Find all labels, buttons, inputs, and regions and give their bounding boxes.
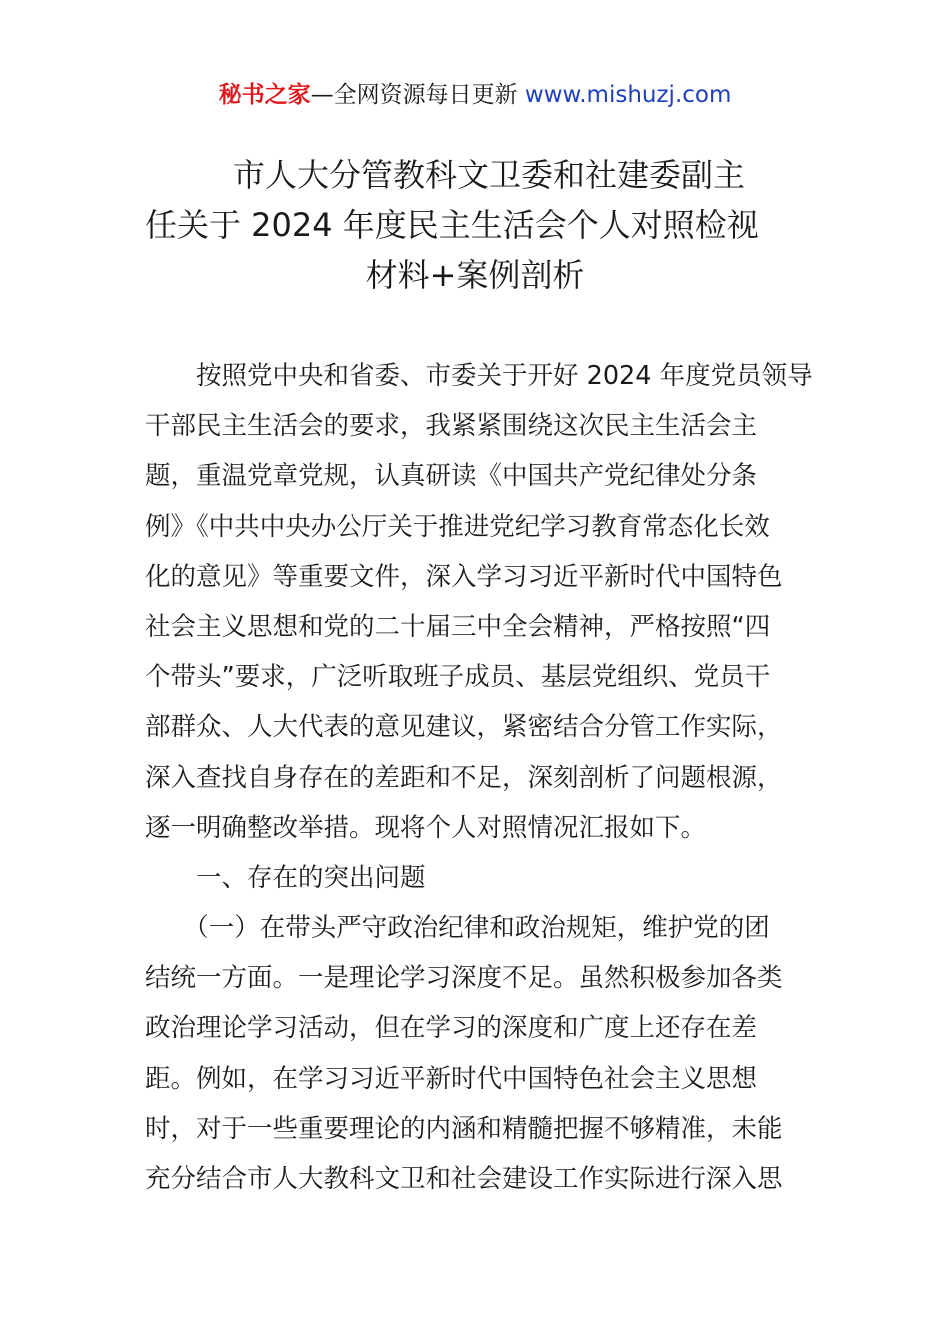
body-line: 结统一方面。一是理论学习深度不足。虽然积极参加各类 <box>145 963 783 994</box>
title-line-3: 材料+案例剖析 <box>365 256 585 294</box>
body-line: 距。例如，在学习习近平新时代中国特色社会主义思想 <box>145 1063 758 1094</box>
body-line: 化的意见》等重要文件，深入学习习近平新时代中国特色 <box>145 561 783 592</box>
body-line: 政治理论学习活动，但在学习的深度和广度上还存在差 <box>145 1013 758 1044</box>
body-line: （一）在带头严守政治纪律和政治规矩，维护党的团 <box>145 913 770 944</box>
body-line: 题，重温党章党规，认真研读《中国共产党纪律处分条 <box>145 461 758 492</box>
body-line: 个带头”要求，广泛听取班子成员、基层党组织、党员干 <box>145 662 771 693</box>
site-brand: 秘书之家 <box>218 82 311 108</box>
site-url-link[interactable]: www.mishuzj.com <box>524 82 732 108</box>
body-line: 逐一明确整改举措。现将个人对照情况汇报如下。 <box>145 812 707 843</box>
body-line: 例》《中共中央办公厅关于推进党纪学习教育常态化长效 <box>145 511 770 542</box>
body-line: 社会主义思想和党的二十届三中全会精神，严格按照“四 <box>145 611 771 642</box>
body-line: 时，对于一些重要理论的内涵和精髓把握不够精准，未能 <box>145 1113 783 1144</box>
document-title <box>145 150 805 300</box>
body-line: 深入查找自身存在的差距和不足，深刻剖析了问题根源， <box>145 762 783 793</box>
body-line: 充分结合市人大教科文卫和社会建设工作实际进行深入思 <box>145 1164 783 1194</box>
body-line: 部群众、人大代表的意见建议，紧密结合分管工作实际， <box>145 712 783 743</box>
section-heading: 一、存在的突出问题 <box>145 862 426 893</box>
site-banner <box>0 78 950 112</box>
body-line: 按照党中央和省委、市委关于开好 2024 年度党员领导 <box>145 361 813 391</box>
document-body <box>145 351 813 1204</box>
title-line-2: 任关于 2024 年度民主生活会个人对照检视 <box>145 206 759 244</box>
body-line: 干部民主生活会的要求，我紧紧围绕这次民主生活会主 <box>145 411 758 442</box>
site-tagline: —全网资源每日更新 <box>310 82 518 108</box>
title-line-1: 市人大分管教科文卫委和社建委副主 <box>233 156 746 194</box>
